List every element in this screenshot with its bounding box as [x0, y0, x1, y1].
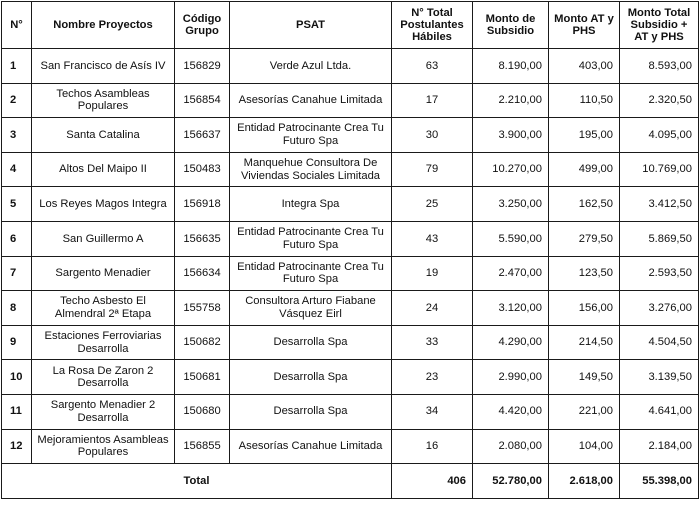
cell-psat: Desarrolla Spa — [230, 325, 392, 360]
cell-postulantes: 33 — [392, 325, 473, 360]
cell-at: 499,00 — [549, 152, 620, 187]
cell-codigo: 156829 — [175, 49, 230, 84]
cell-subsidio: 5.590,00 — [473, 221, 549, 256]
cell-codigo: 156635 — [175, 221, 230, 256]
cell-subsidio: 2.210,00 — [473, 83, 549, 118]
cell-at: 110,50 — [549, 83, 620, 118]
table-row — [2, 83, 699, 118]
cell-at: 403,00 — [549, 49, 620, 84]
cell-postulantes: 63 — [392, 49, 473, 84]
cell-at: 123,50 — [549, 256, 620, 291]
cell-at: 195,00 — [549, 118, 620, 153]
cell-nombre: Santa Catalina — [32, 118, 175, 153]
cell-postulantes: 79 — [392, 152, 473, 187]
cell-postulantes: 34 — [392, 394, 473, 429]
cell-nombre: La Rosa De Zaron 2 Desarrolla — [32, 360, 175, 395]
header-n: N° — [2, 2, 32, 49]
cell-at: 104,00 — [549, 429, 620, 464]
cell-total: 3.139,50 — [620, 360, 699, 395]
cell-nombre: Mejoramientos Asambleas Populares — [32, 429, 175, 464]
table-row — [2, 325, 699, 360]
cell-n: 4 — [2, 152, 32, 187]
table-row — [2, 187, 699, 222]
cell-total: 8.593,00 — [620, 49, 699, 84]
cell-total: 4.095,00 — [620, 118, 699, 153]
cell-postulantes: 23 — [392, 360, 473, 395]
header-total: Monto Total Subsidio + AT y PHS — [620, 2, 699, 49]
cell-at: 221,00 — [549, 394, 620, 429]
cell-nombre: San Guillermo A — [32, 221, 175, 256]
cell-n: 7 — [2, 256, 32, 291]
cell-psat: Asesorías Canahue Limitada — [230, 83, 392, 118]
cell-subsidio: 2.080,00 — [473, 429, 549, 464]
cell-n: 10 — [2, 360, 32, 395]
projects-table — [1, 1, 699, 499]
cell-total: 2.593,50 — [620, 256, 699, 291]
cell-codigo: 150483 — [175, 152, 230, 187]
cell-subsidio: 4.290,00 — [473, 325, 549, 360]
cell-n: 1 — [2, 49, 32, 84]
cell-postulantes: 30 — [392, 118, 473, 153]
totals-at: 2.618,00 — [549, 464, 620, 499]
cell-codigo: 150682 — [175, 325, 230, 360]
header-row — [2, 2, 699, 49]
cell-n: 12 — [2, 429, 32, 464]
cell-psat: Entidad Patrocinante Crea Tu Futuro Spa — [230, 221, 392, 256]
cell-nombre: Altos Del Maipo II — [32, 152, 175, 187]
cell-subsidio: 4.420,00 — [473, 394, 549, 429]
table-row — [2, 291, 699, 326]
cell-total: 10.769,00 — [620, 152, 699, 187]
cell-n: 8 — [2, 291, 32, 326]
cell-n: 11 — [2, 394, 32, 429]
cell-psat: Desarrolla Spa — [230, 394, 392, 429]
cell-at: 162,50 — [549, 187, 620, 222]
cell-psat: Entidad Patrocinante Crea Tu Futuro Spa — [230, 118, 392, 153]
cell-at: 156,00 — [549, 291, 620, 326]
table-row — [2, 221, 699, 256]
header-codigo: Código Grupo — [175, 2, 230, 49]
cell-total: 2.320,50 — [620, 83, 699, 118]
cell-postulantes: 25 — [392, 187, 473, 222]
cell-postulantes: 24 — [392, 291, 473, 326]
table-body — [2, 49, 699, 499]
cell-codigo: 156854 — [175, 83, 230, 118]
header-subsidio: Monto de Subsidio — [473, 2, 549, 49]
cell-postulantes: 43 — [392, 221, 473, 256]
cell-n: 6 — [2, 221, 32, 256]
cell-subsidio: 3.120,00 — [473, 291, 549, 326]
cell-nombre: Techo Asbesto El Almendral 2ª Etapa — [32, 291, 175, 326]
cell-total: 5.869,50 — [620, 221, 699, 256]
totals-label: Total — [2, 464, 392, 499]
header-psat: PSAT — [230, 2, 392, 49]
cell-subsidio: 3.250,00 — [473, 187, 549, 222]
cell-postulantes: 19 — [392, 256, 473, 291]
table-row — [2, 429, 699, 464]
cell-at: 279,50 — [549, 221, 620, 256]
cell-codigo: 156918 — [175, 187, 230, 222]
cell-subsidio: 10.270,00 — [473, 152, 549, 187]
cell-total: 4.504,50 — [620, 325, 699, 360]
cell-subsidio: 2.470,00 — [473, 256, 549, 291]
cell-nombre: Estaciones Ferroviarias Desarrolla — [32, 325, 175, 360]
cell-nombre: Techos Asambleas Populares — [32, 83, 175, 118]
cell-total: 3.276,00 — [620, 291, 699, 326]
cell-n: 2 — [2, 83, 32, 118]
table-row — [2, 152, 699, 187]
cell-total: 4.641,00 — [620, 394, 699, 429]
cell-n: 5 — [2, 187, 32, 222]
cell-codigo: 156634 — [175, 256, 230, 291]
table-row — [2, 360, 699, 395]
header-postulantes: N° Total Postulantes Hábiles — [392, 2, 473, 49]
cell-psat: Consultora Arturo Fiabane Vásquez Eirl — [230, 291, 392, 326]
table-row — [2, 49, 699, 84]
cell-subsidio: 2.990,00 — [473, 360, 549, 395]
totals-subsidio: 52.780,00 — [473, 464, 549, 499]
cell-subsidio: 8.190,00 — [473, 49, 549, 84]
cell-postulantes: 16 — [392, 429, 473, 464]
cell-codigo: 156855 — [175, 429, 230, 464]
cell-psat: Manquehue Consultora De Viviendas Sociales Limitada — [230, 152, 392, 187]
cell-at: 214,50 — [549, 325, 620, 360]
cell-nombre: Sargento Menadier — [32, 256, 175, 291]
totals-total: 55.398,00 — [620, 464, 699, 499]
cell-psat: Asesorías Canahue Limitada — [230, 429, 392, 464]
cell-nombre: Sargento Menadier 2 Desarrolla — [32, 394, 175, 429]
cell-n: 9 — [2, 325, 32, 360]
cell-codigo: 150680 — [175, 394, 230, 429]
cell-subsidio: 3.900,00 — [473, 118, 549, 153]
cell-psat: Entidad Patrocinante Crea Tu Futuro Spa — [230, 256, 392, 291]
cell-psat: Desarrolla Spa — [230, 360, 392, 395]
totals-postulantes: 406 — [392, 464, 473, 499]
table-row — [2, 256, 699, 291]
cell-at: 149,50 — [549, 360, 620, 395]
cell-total: 2.184,00 — [620, 429, 699, 464]
cell-total: 3.412,50 — [620, 187, 699, 222]
header-nombre: Nombre Proyectos — [32, 2, 175, 49]
cell-nombre: Los Reyes Magos Integra — [32, 187, 175, 222]
cell-psat: Verde Azul Ltda. — [230, 49, 392, 84]
cell-codigo: 155758 — [175, 291, 230, 326]
cell-codigo: 150681 — [175, 360, 230, 395]
cell-codigo: 156637 — [175, 118, 230, 153]
cell-nombre: San Francisco de Asís IV — [32, 49, 175, 84]
cell-n: 3 — [2, 118, 32, 153]
cell-postulantes: 17 — [392, 83, 473, 118]
totals-row — [2, 464, 699, 499]
table-row — [2, 118, 699, 153]
header-at: Monto AT y PHS — [549, 2, 620, 49]
cell-psat: Integra Spa — [230, 187, 392, 222]
table-row — [2, 394, 699, 429]
